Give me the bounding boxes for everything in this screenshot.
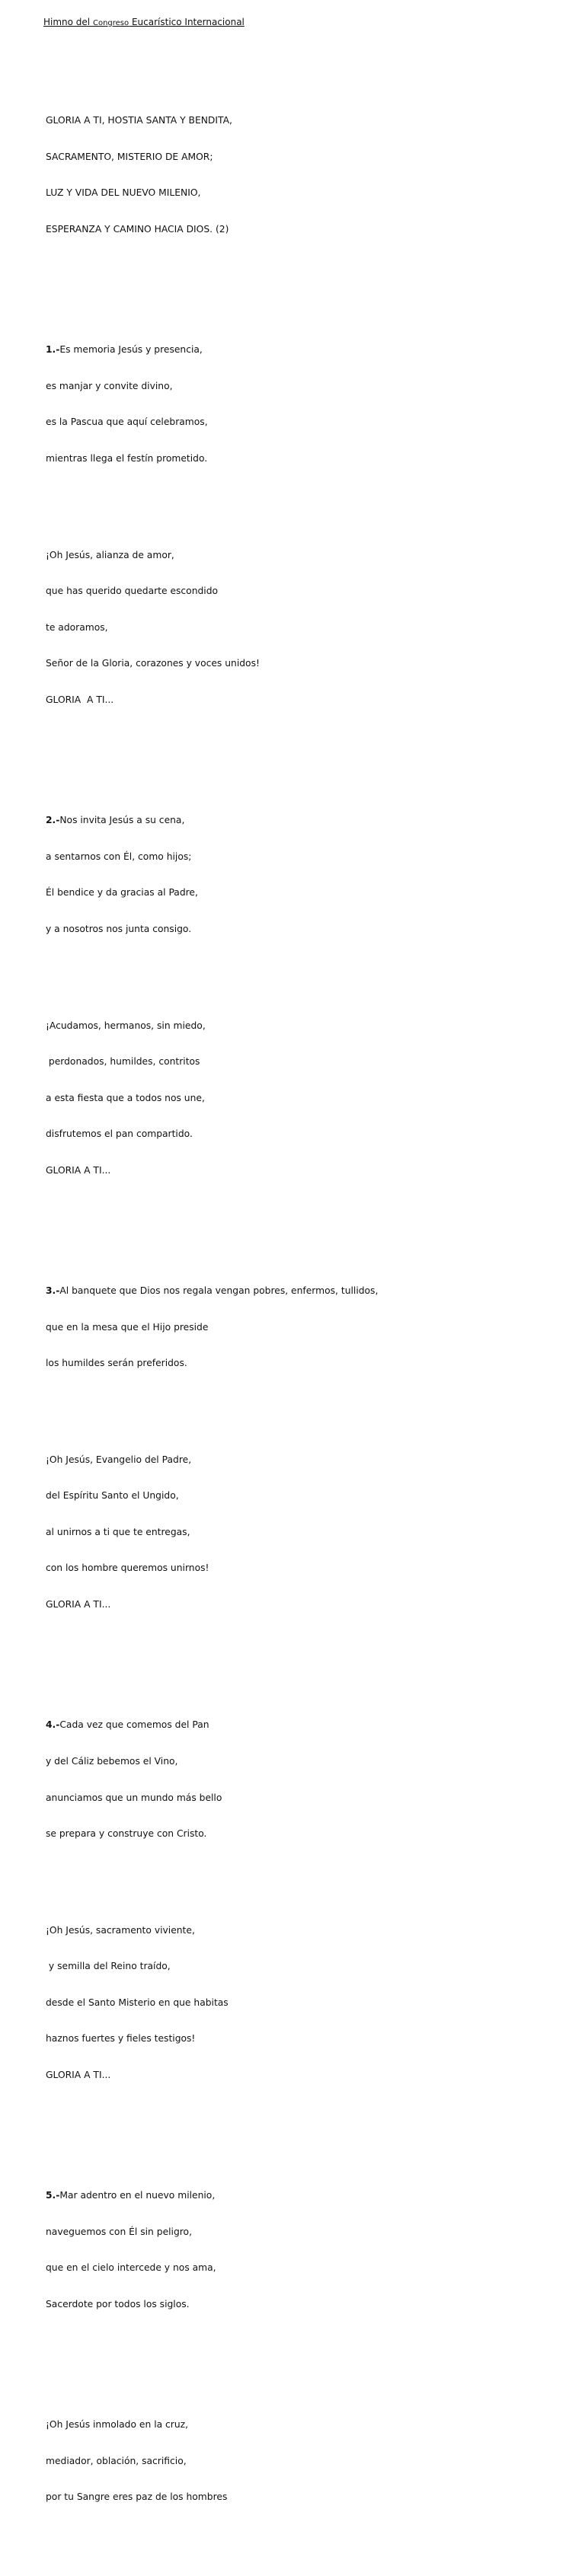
verse-2 — [46, 790, 378, 959]
response-line: haznos fuertes y fieles testigos! — [46, 2033, 196, 2045]
title-part-3: Eucarístico Internacional — [129, 17, 245, 27]
response-line: a esta fiesta que a todos nos une, — [46, 1092, 205, 1103]
response-line: GLORIA A TI... — [46, 2069, 111, 2080]
response-line: desde el Santo Misterio en que habitas — [46, 1997, 229, 2008]
response-line: GLORIA A TI... — [46, 694, 114, 705]
verse-line: Él bendice y da gracias al Padre, — [46, 887, 198, 899]
verse-first-text: Mar adentro en el nuevo milenio, — [59, 2190, 216, 2201]
response-line: al unirnos a ti que te entregas, — [46, 1526, 190, 1537]
response-4 — [46, 1901, 378, 2105]
response-1 — [46, 525, 378, 730]
verse-5 — [46, 2166, 378, 2335]
title-part-1: Himno del — [43, 17, 93, 27]
response-line: ¡Oh Jesús, alianza de amor, — [46, 549, 174, 560]
verse-number: 5.- — [46, 2190, 60, 2201]
verse-first-line — [46, 2190, 378, 2202]
response-line: ¡Oh Jesús, Evangelio del Padre, — [46, 1454, 192, 1465]
title-part-2: Congreso — [92, 19, 129, 27]
response-line: perdonados, humildes, contritos — [46, 1056, 200, 1068]
verse-first-line — [46, 1285, 378, 1298]
verse-number: 4.- — [46, 1719, 60, 1731]
verse-first-line — [46, 1719, 378, 1732]
verse-line: mientras llega el festín prometido. — [46, 452, 208, 464]
response-line: mediador, oblación, sacrificio, — [46, 2455, 187, 2466]
response-line: GLORIA A TI... — [46, 1599, 111, 1610]
verse-first-line — [46, 344, 378, 356]
verse-line: y a nosotros nos junta consigo. — [46, 923, 192, 934]
verse-line: es la Pascua que aquí celebramos, — [46, 417, 208, 428]
response-line: por tu Sangre eres paz de los hombres — [46, 2491, 228, 2503]
verse-first-text: Cada vez que comemos del Pan — [59, 1719, 209, 1731]
chorus-line: SACRAMENTO, MISTERIO DE AMOR; — [46, 151, 213, 162]
verse-3 — [46, 1261, 378, 1393]
response-3 — [46, 1430, 378, 1635]
verse-line: Sacerdote por todos los siglos. — [46, 2298, 190, 2309]
response-line: te adoramos, — [46, 621, 108, 633]
chorus-line: ESPERANZA Y CAMINO HACIA DIOS. (2) — [46, 223, 229, 235]
verse-first-text: Nos invita Jesús a su cena, — [59, 815, 185, 826]
chorus — [46, 91, 378, 260]
response-line: Señor de la Gloria, corazones y voces unidos! — [46, 658, 260, 669]
response-line: ¡Oh Jesús inmolado en la cruz, — [46, 2419, 189, 2431]
verse-line: y del Cáliz bebemos el Vino, — [46, 1755, 178, 1767]
verse-line: que en el cielo intercede y nos ama, — [46, 2262, 216, 2274]
verse-line: se prepara y construye con Cristo. — [46, 1828, 207, 1840]
chorus-line: GLORIA A TI, HOSTIA SANTA Y BENDITA, — [46, 115, 232, 126]
verse-line: que en la mesa que el Hijo preside — [46, 1321, 209, 1333]
verse-line: a sentarnos con Él, como hijos; — [46, 851, 192, 862]
verse-line: anunciamos que un mundo más bello — [46, 1792, 222, 1803]
response-2 — [46, 996, 378, 1201]
verse-first-line — [46, 815, 378, 827]
response-line: ¡Oh Jesús, sacramento viviente, — [46, 1924, 195, 1936]
verse-4 — [46, 1696, 378, 1865]
response-line: disfrutemos el pan compartido. — [46, 1128, 193, 1140]
verse-line: es manjar y convite divino, — [46, 380, 173, 391]
response-5 — [46, 2396, 378, 2528]
chorus-line: LUZ Y VIDA DEL NUEVO MILENIO, — [46, 187, 201, 199]
verse-1 — [46, 321, 378, 490]
response-line: con los hombre queremos unirnos! — [46, 1563, 209, 1574]
response-line: GLORIA A TI... — [46, 1164, 111, 1176]
verse-number: 2.- — [46, 815, 60, 826]
response-line: ¡Acudamos, hermanos, sin miedo, — [46, 1020, 206, 1031]
response-line: que has querido quedarte escondido — [46, 586, 219, 597]
verse-line: naveguemos con Él sin peligro, — [46, 2226, 192, 2237]
verse-first-text: Es memoria Jesús y presencia, — [59, 344, 203, 356]
verse-line: los humildes serán preferidos. — [46, 1358, 187, 1369]
hymn-body — [46, 55, 378, 2576]
verse-first-text: Al banquete que Dios nos regala vengan pobres, enfermos, tullidos, — [59, 1285, 379, 1297]
verse-number: 3.- — [46, 1285, 60, 1297]
response-line: del Espíritu Santo el Ungido, — [46, 1490, 179, 1502]
page-title — [43, 17, 245, 29]
response-line: y semilla del Reino traído, — [46, 1961, 171, 1972]
verse-number: 1.- — [46, 344, 60, 356]
